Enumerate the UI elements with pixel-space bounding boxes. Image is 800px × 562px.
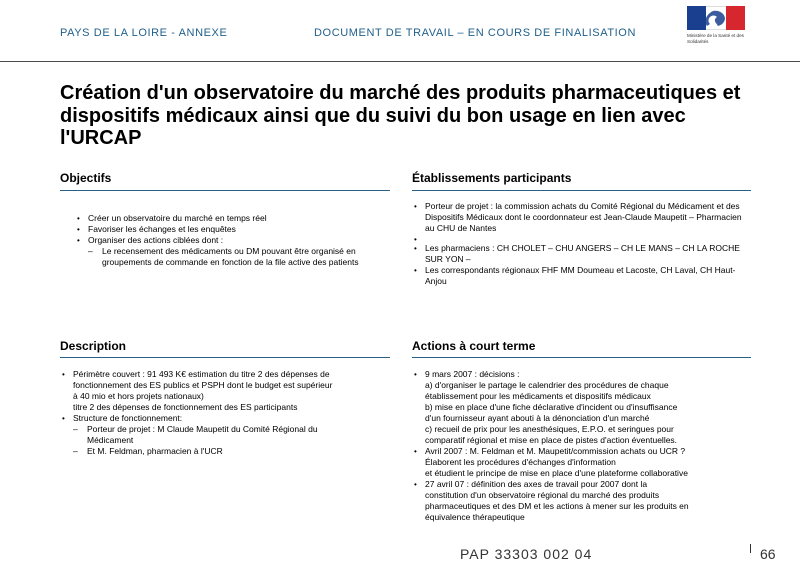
marianne-profile-icon	[699, 9, 729, 28]
actions-list	[412, 369, 757, 523]
section-rule-actions	[412, 357, 751, 358]
list-spacer	[412, 234, 742, 243]
list-item: • 27 avril 07 : définition des axes de travail pour 2007 dont la constitution d'un observatoire régional du marché des produits pharmaceutiques et des DM et les actions à mener sur les produits en équivalence thérapeutique	[412, 479, 757, 523]
page-title: Création d'un observatoire du marché des produits pharmaceutiques et dispositifs médicaux ainsi que du suivi du bon usage en lien avec l'URCAP	[60, 82, 741, 149]
list-item: • Organiser des actions ciblées dont : – Le recensement des médicaments ou DM pouvant être organisé en groupements de commande en fonction de la file active des patients	[75, 235, 375, 268]
header-divider	[0, 61, 800, 62]
header-left-label: PAYS DE LA LOIRE - ANNEXE	[60, 27, 228, 39]
list-item: • Créer un observatoire du marché en temps réel	[75, 213, 375, 224]
description-list	[60, 369, 390, 457]
list-item: • Les pharmaciens : CH CHOLET – CHU ANGERS – CH LE MANS – CH LA ROCHE SUR YON –	[412, 243, 742, 265]
list-item: • Les correspondants régionaux FHF MM Doumeau et Lacoste, CH Laval, CH Haut-Anjou	[412, 265, 742, 287]
section-heading-etablissements: Établissements participants	[412, 171, 572, 185]
objectifs-list	[75, 213, 375, 268]
ministry-logo	[687, 6, 747, 58]
header-document-status: DOCUMENT DE TRAVAIL – EN COURS DE FINALISATION	[314, 27, 636, 39]
list-item: • Favoriser les échanges et les enquêtes	[75, 224, 375, 235]
section-heading-objectifs: Objectifs	[60, 171, 112, 185]
section-rule-description	[60, 357, 390, 358]
ministry-name: Ministère de la Santé et des Solidarités	[687, 33, 744, 44]
section-heading-description: Description	[60, 339, 127, 353]
footer-divider	[750, 544, 751, 553]
footer-page-number: 66	[760, 546, 776, 562]
etablissements-list	[412, 201, 742, 287]
sub-list-item: – Le recensement des médicaments ou DM pouvant être organisé en groupements de commande en fonction de la file active des patients	[88, 246, 368, 268]
sub-list-item: – Et M. Feldman, pharmacien à l'UCR	[73, 446, 390, 457]
list-item: • Périmètre couvert : 91 493 K€ estimation du titre 2 des dépenses de fonctionnement des ES publics et PSPH dont le budget est supérieur à 40 mio et hors projets nationaux) titre 2 des dépenses de fonctionnement des ES participants	[60, 369, 390, 413]
list-item: • Porteur de projet : la commission achats du Comité Régional du Médicament et des Dispositifs Médicaux dont le coordonnateur est Jean-Claude Maupetit – Pharmacien au CHU de Nantes	[412, 201, 742, 234]
footer-document-code: PAP 33303 002 04	[460, 546, 593, 562]
list-item: • 9 mars 2007 : décisions : a) d'organiser le partage le calendrier des procédures de chaque établissement pour les médicaments et dispositifs médicaux b) mise en place d'une fiche déclarative d'incident ou d'insuffisance d'un fournisseur ayant abouti à la dénonciation d'un marché c) recueil de prix pour les anesthésiques, E.P.O. et seringues pour comparatif régional et mise en place de pistes d'action éventuelles.	[412, 369, 757, 446]
section-rule-etablissements	[412, 190, 751, 191]
sub-list-item: – Porteur de projet : M Claude Maupetit du Comité Régional du Médicament	[73, 424, 353, 446]
list-item: • Structure de fonctionnement: – Porteur de projet : M Claude Maupetit du Comité Régional du Médicament – Et M. Feldman, pharmacien à l'UCR	[60, 413, 390, 457]
section-rule-objectifs	[60, 190, 390, 191]
list-item: • Avril 2007 : M. Feldman et M. Maupetit/commission achats ou UCR ? Élaborent les procédures d'échanges d'information et étudient le principe de mise en place d'une plateforme collaborative	[412, 446, 757, 479]
section-heading-actions: Actions à court terme	[412, 339, 536, 353]
